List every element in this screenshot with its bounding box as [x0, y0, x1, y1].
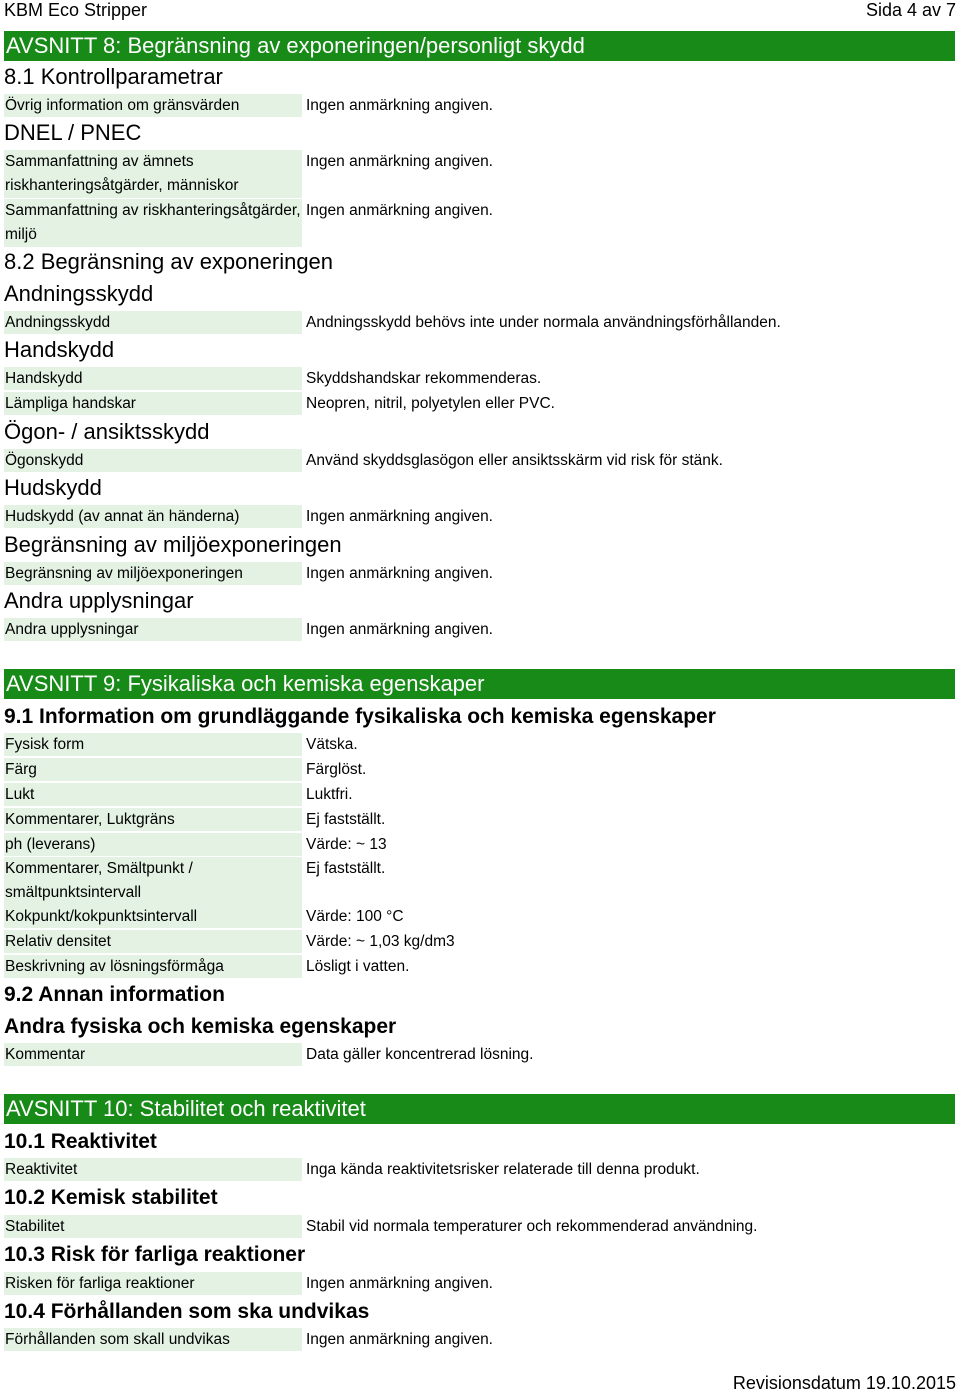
subsection-10-3: 10.3 Risk för farliga reaktioner: [4, 1243, 306, 1266]
label-odor: Lukt: [4, 783, 302, 806]
label-hazardous-reactions: Risken för farliga reaktioner: [4, 1272, 302, 1295]
value-hazardous-reactions: Ingen anmärkning angiven.: [306, 1275, 493, 1292]
label-color: Färg: [4, 758, 302, 781]
value-skin: Ingen anmärkning angiven.: [306, 508, 493, 525]
subsection-8-1: 8.1 Kontrollparametrar: [4, 64, 223, 89]
label-relative-density: Relativ densitet: [4, 930, 302, 953]
other-heading: Andra upplysningar: [4, 588, 194, 613]
value-eye: Använd skyddsglasögon eller ansiktsskärm vid risk för stänk.: [306, 452, 723, 469]
value-odor-threshold: Ej fastställt.: [306, 811, 386, 828]
subsection-10-2: 10.2 Kemisk stabilitet: [4, 1186, 218, 1209]
value-risk-measures-humans: Ingen anmärkning angiven.: [306, 153, 493, 170]
value-odor: Luktfri.: [306, 786, 353, 803]
value-melting-point: Ej fastställt.: [306, 860, 386, 877]
label-ph: ph (leverans): [4, 833, 302, 856]
subsection-10-1: 10.1 Reaktivitet: [4, 1130, 157, 1153]
label-env: Begränsning av miljöexponeringen: [4, 562, 302, 585]
label-skin: Hudskydd (av annat än händerna): [4, 505, 302, 528]
label-stability: Stabilitet: [4, 1215, 302, 1238]
value-physical-form: Vätska.: [306, 736, 358, 753]
label-conditions-to-avoid: Förhållanden som skall undvikas: [4, 1328, 302, 1351]
env-heading: Begränsning av miljöexponeringen: [4, 532, 342, 557]
label-comment: Kommentar: [4, 1043, 302, 1066]
label-odor-threshold: Kommentarer, Luktgräns: [4, 808, 302, 831]
skin-heading: Hudskydd: [4, 475, 102, 500]
value-risk-measures-environment: Ingen anmärkning angiven.: [306, 202, 493, 219]
section-9-title: AVSNITT 9: Fysikaliska och kemiska egenskaper: [4, 669, 955, 699]
value-comment: Data gäller koncentrerad lösning.: [306, 1046, 534, 1063]
label-reactivity: Reaktivitet: [4, 1158, 302, 1181]
label-hand: Handskydd: [4, 367, 302, 390]
label-boiling-point: Kokpunkt/kokpunktsintervall: [4, 905, 302, 928]
respiratory-heading: Andningsskydd: [4, 281, 154, 306]
value-stability: Stabil vid normala temperaturer och rekommenderad användning.: [306, 1218, 758, 1235]
section-10-title: AVSNITT 10: Stabilitet och reaktivitet: [4, 1094, 955, 1124]
label-risk-measures-humans: Sammanfattning av ämnets riskhanteringsåtgärder, människor: [4, 150, 302, 198]
value-reactivity: Inga kända reaktivitetsrisker relaterade till denna produkt.: [306, 1161, 700, 1178]
value-hand: Skyddshandskar rekommenderas.: [306, 370, 542, 387]
value-other: Ingen anmärkning angiven.: [306, 621, 493, 638]
value-ph: Värde: ~ 13: [306, 836, 387, 853]
label-gloves: Lämpliga handskar: [4, 392, 302, 415]
other-properties-heading: Andra fysiska och kemiska egenskaper: [4, 1015, 397, 1038]
subsection-8-2: 8.2 Begränsning av exponeringen: [4, 249, 334, 274]
label-limit-values-info: Övrig information om gränsvärden: [4, 94, 302, 117]
label-eye: Ögonskydd: [4, 449, 302, 472]
value-relative-density: Värde: ~ 1,03 kg/dm3: [306, 933, 455, 950]
label-physical-form: Fysisk form: [4, 733, 302, 756]
value-gloves: Neopren, nitril, polyetylen eller PVC.: [306, 395, 555, 412]
section-8-title: AVSNITT 8: Begränsning av exponeringen/personligt skydd: [4, 31, 955, 61]
product-name: KBM Eco Stripper: [4, 0, 148, 20]
dnel-pnec-heading: DNEL / PNEC: [4, 120, 142, 145]
subsection-9-1: 9.1 Information om grundläggande fysikaliska och kemiska egenskaper: [4, 705, 716, 728]
eye-heading: Ögon- / ansiktsskydd: [4, 419, 210, 444]
label-other: Andra upplysningar: [4, 618, 302, 641]
page-number: Sida 4 av 7: [865, 0, 956, 20]
label-risk-measures-environment: Sammanfattning av riskhanteringsåtgärder, miljö: [4, 199, 302, 247]
value-color: Färglöst.: [306, 761, 367, 778]
label-respiratory: Andningsskydd: [4, 311, 302, 334]
hand-heading: Handskydd: [4, 337, 115, 362]
subsection-9-2: 9.2 Annan information: [4, 983, 225, 1006]
value-env: Ingen anmärkning angiven.: [306, 565, 493, 582]
value-solubility: Lösligt i vatten.: [306, 958, 410, 975]
value-conditions-to-avoid: Ingen anmärkning angiven.: [306, 1331, 493, 1348]
revision-date: Revisionsdatum 19.10.2015: [732, 1373, 956, 1393]
value-boiling-point: Värde: 100 °C: [306, 908, 404, 925]
label-solubility: Beskrivning av lösningsförmåga: [4, 955, 302, 978]
label-melting-point: Kommentarer, Smältpunkt / smältpunktsintervall: [4, 857, 302, 905]
value-limit-values-info: Ingen anmärkning angiven.: [306, 97, 493, 114]
subsection-10-4: 10.4 Förhållanden som ska undvikas: [4, 1300, 370, 1323]
value-respiratory: Andningsskydd behövs inte under normala användningsförhållanden.: [306, 314, 781, 331]
